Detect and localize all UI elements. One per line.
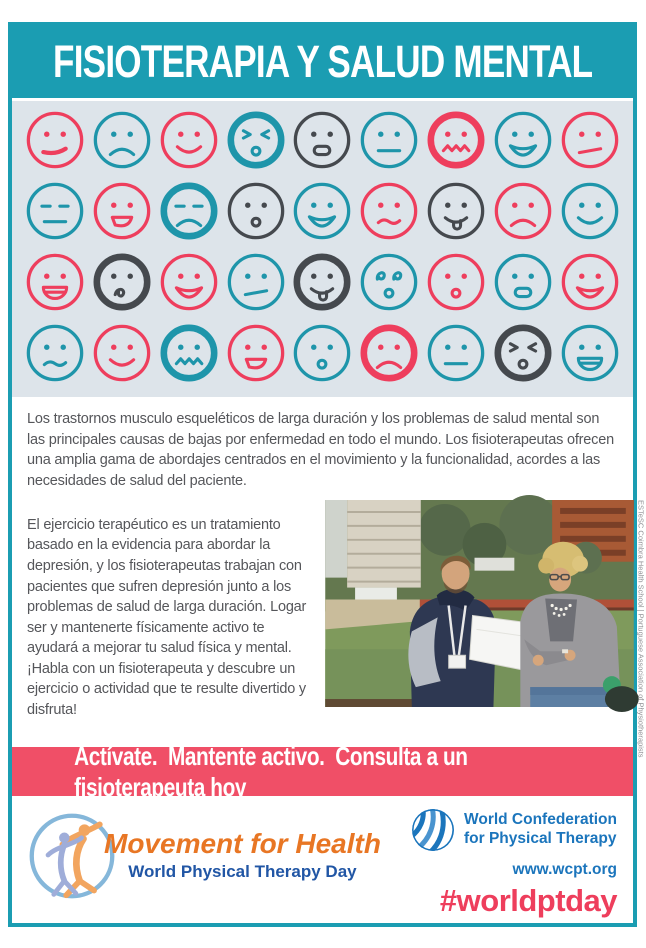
mood-face-teal-line [358, 109, 420, 176]
mood-face-teal-frown [91, 109, 153, 176]
mood-face-teal-wavy [24, 322, 86, 389]
page-title: FISIOTERAPIA Y SALUD MENTAL [52, 36, 593, 87]
mood-face-red-zigzag [425, 109, 487, 176]
mood-face-teal-bigsmile [291, 180, 353, 247]
mood-face-teal-o [225, 109, 287, 176]
wcpt-globe-icon [411, 808, 455, 852]
mood-face-red-bigsmile [559, 251, 621, 318]
mood-face-red-o [425, 251, 487, 318]
wcpt-name-line1: World Confederation [464, 811, 617, 829]
header-banner [12, 26, 633, 98]
mood-face-teal-slant [225, 251, 287, 318]
mood-face-red-wavy [358, 180, 420, 247]
mood-face-teal-smile [559, 180, 621, 247]
photo [325, 500, 646, 758]
mood-face-gray-curl [91, 251, 153, 318]
mfh-subtitle: World Physical Therapy Day [128, 862, 357, 882]
mood-face-red-smirk [24, 109, 86, 176]
wcpt-logo [411, 808, 617, 919]
mood-face-gray-tongue [425, 180, 487, 247]
body-paragraph: El ejercicio terapéutico es un tratamiento basado en la evidencia para abordar la depresión, y los fisioterapeutas trabajan con pacientes que sufren depresión junto a los problemas de salud de larga duración. Logar ser y mantenerte físicamente activo te ayudará a mejorar tu salud física y mental. ¡Habla con un fisioterapeuta y descubre un ejercicio o actividad que te resulte divertido y disfruta! [27, 516, 307, 719]
mood-face-gray-o [225, 180, 287, 247]
mood-face-gray-o [492, 322, 554, 389]
mfh-logo [26, 810, 381, 902]
photo-credit: ESTeSC Coimbra Health School | Portuguese Association of Physiotherapists [636, 500, 646, 758]
footer [12, 796, 633, 946]
wcpt-name [464, 811, 617, 849]
mood-face-red-triangle [91, 180, 153, 247]
mfh-title: Movement for Health [104, 828, 381, 860]
intro-paragraph: Los trastornos musculo esqueléticos de larga duración y los problemas de salud mental son las principales causas de bajas por enfermedad en todo el mundo. Los fisioterapeutas ofrecen una amplia gama de abordajes centrados en el movimiento y la funcionalidad, acordes a las necesidades de salud del paciente. [27, 411, 614, 489]
wcpt-website: www.wcpt.org [512, 861, 617, 879]
photo-illustration [325, 500, 634, 707]
mood-face-teal-o [291, 322, 353, 389]
cta-text: Actívate. Mantente activo. Consulta a un fisioterapeuta hoy [74, 740, 473, 802]
mood-face-teal-line [425, 322, 487, 389]
mood-face-teal-line [24, 180, 86, 247]
mood-face-teal-frown [158, 180, 220, 247]
mood-face-gray-openfrown [291, 109, 353, 176]
mood-face-teal-grin [559, 322, 621, 389]
mood-face-teal-openfrown [492, 251, 554, 318]
body-columns [27, 500, 646, 758]
mood-face-red-slant [559, 109, 621, 176]
poster [8, 22, 646, 927]
mood-face-teal-zigzag [158, 322, 220, 389]
cta-banner [12, 740, 633, 802]
mood-face-red-grin [24, 251, 86, 318]
mood-face-gray-tongue [291, 251, 353, 318]
mood-face-red-smile [158, 109, 220, 176]
mood-face-teal-bigsmile [492, 109, 554, 176]
wcpt-name-line2: for Physical Therapy [464, 830, 617, 848]
mood-face-red-smile [91, 322, 153, 389]
mood-face-red-frown [492, 180, 554, 247]
wcpt-hashtag: #worldptday [439, 883, 617, 919]
mood-face-teal-o [358, 251, 420, 318]
mood-face-red-bigsmile [158, 251, 220, 318]
mood-face-grid [12, 101, 633, 397]
mood-face-red-triangle [225, 322, 287, 389]
mood-face-red-frown [358, 322, 420, 389]
